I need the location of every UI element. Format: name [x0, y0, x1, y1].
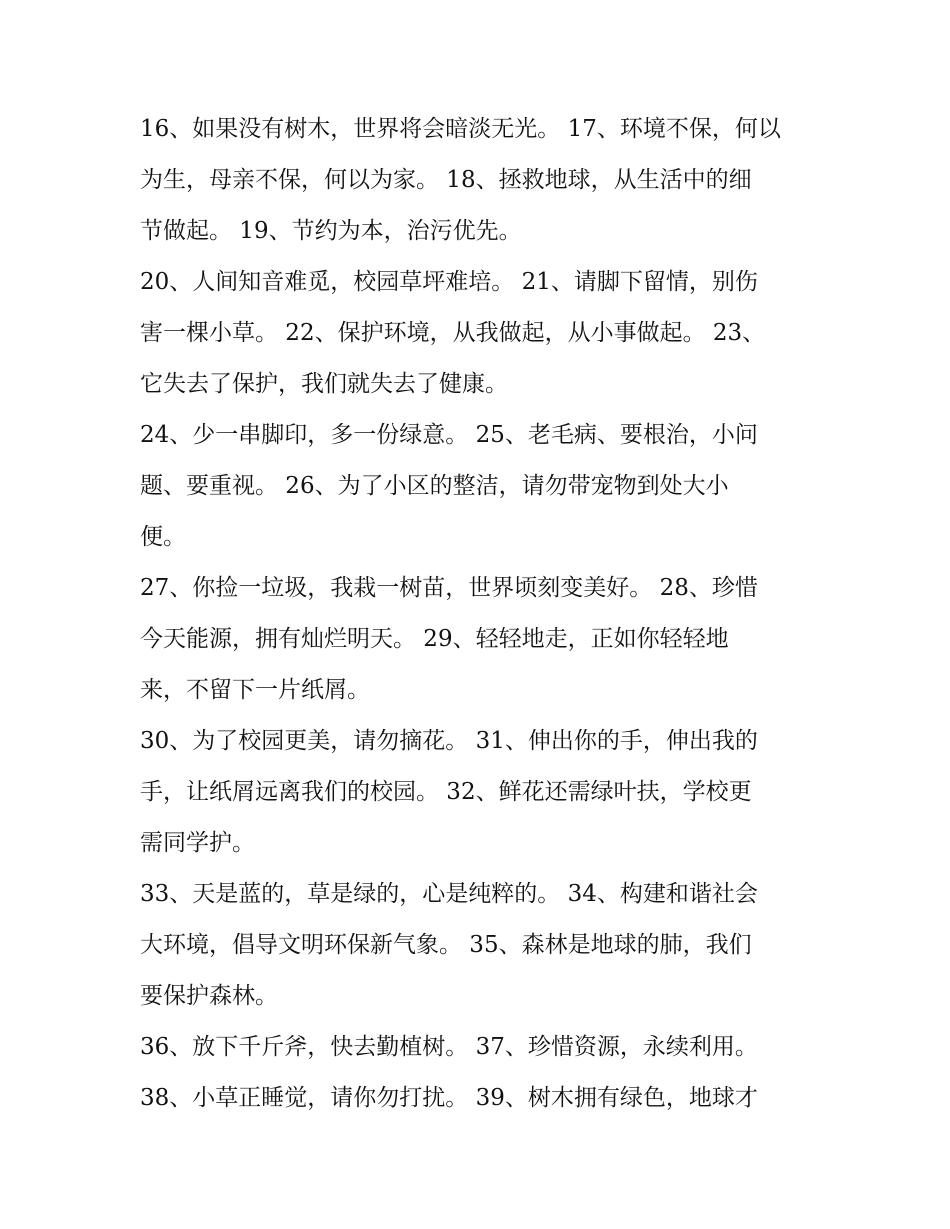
document-body — [140, 104, 820, 1124]
text-line: 手，让纸屑远离我们的校园。 32、鲜花还需绿叶扶，学校更 — [140, 779, 752, 805]
text-line: 20、人间知音难觅，校园草坪难培。 21、请脚下留情，别伤 — [140, 269, 758, 295]
text-line: 需同学护。 — [140, 830, 255, 856]
text-line: 16、如果没有树木，世界将会暗淡无光。 17、环境不保，何以 — [140, 116, 781, 142]
text-line: 要保护森林。 — [140, 983, 278, 1009]
text-line: 便。 — [140, 524, 186, 550]
text-line: 36、放下千斤斧，快去勤植树。 37、珍惜资源，永续利用。 — [140, 1034, 758, 1060]
text-line: 它失去了保护，我们就失去了健康。 — [140, 371, 508, 397]
text-line: 27、你捡一垃圾，我栽一树苗，世界顷刻变美好。 28、珍惜 — [140, 575, 758, 601]
text-line: 节做起。 19、节约为本，治污优先。 — [140, 218, 522, 244]
text-line: 题、要重视。 26、为了小区的整洁，请勿带宠物到处大小 — [140, 473, 729, 499]
text-line: 今天能源，拥有灿烂明天。 29、轻轻地走，正如你轻轻地 — [140, 626, 729, 652]
text-line: 33、天是蓝的，草是绿的，心是纯粹的。 34、构建和谐社会 — [140, 881, 758, 907]
text-line: 来，不留下一片纸屑。 — [140, 677, 370, 703]
text-line: 为生，母亲不保，何以为家。 18、拯救地球，从生活中的细 — [140, 167, 752, 193]
text-line: 30、为了校园更美，请勿摘花。 31、伸出你的手，伸出我的 — [140, 728, 758, 754]
text-line: 38、小草正睡觉，请你勿打扰。 39、树木拥有绿色，地球才 — [140, 1085, 758, 1111]
text-line: 24、少一串脚印，多一份绿意。 25、老毛病、要根治，小问 — [140, 422, 758, 448]
text-line: 害一棵小草。 22、保护环境，从我做起，从小事做起。 23、 — [140, 320, 766, 346]
text-line: 大环境，倡导文明环保新气象。 35、森林是地球的肺，我们 — [140, 932, 752, 958]
